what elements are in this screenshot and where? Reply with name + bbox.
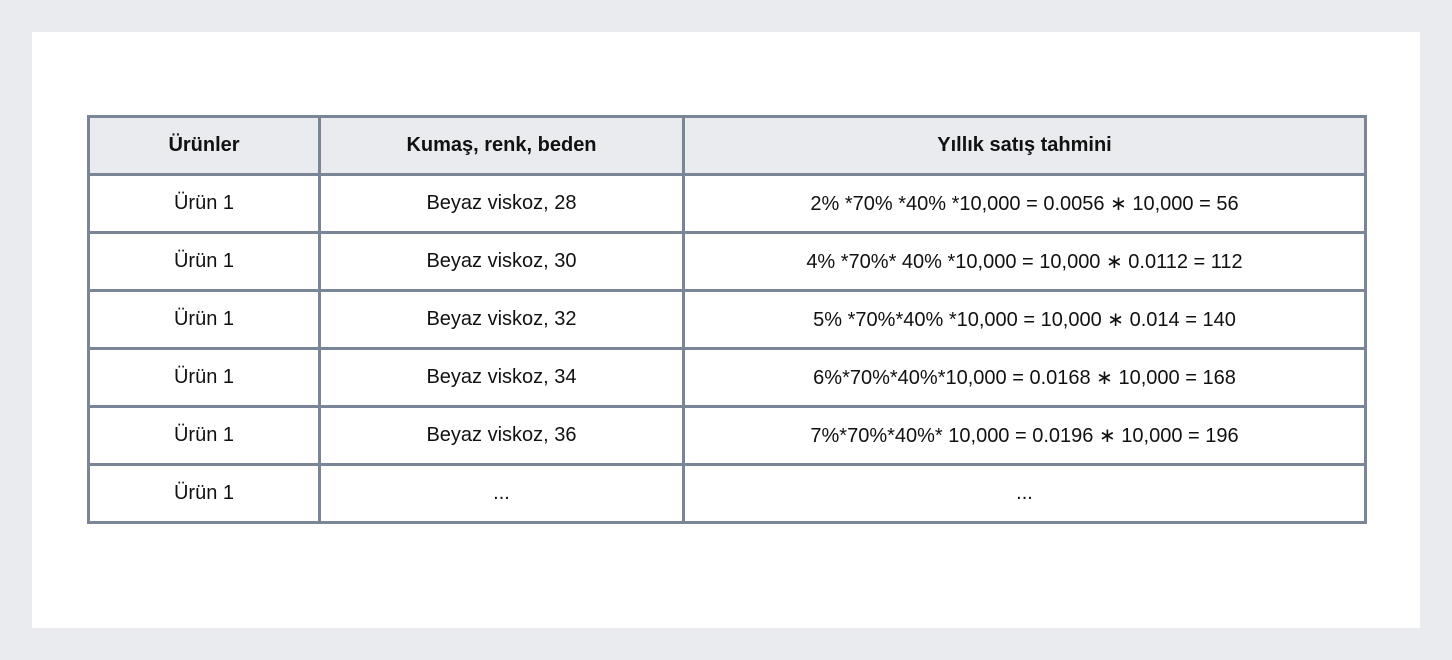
cell-sales-forecast: 5% *70%*40% *10,000 = 10,000 ∗ 0.014 = 140 bbox=[684, 291, 1366, 349]
table-row bbox=[89, 407, 1366, 465]
cell-fabric-color-size: Beyaz viskoz, 32 bbox=[320, 291, 684, 349]
sales-forecast-table bbox=[87, 115, 1367, 524]
cell-sales-forecast: ... bbox=[684, 465, 1366, 523]
cell-fabric-color-size: ... bbox=[320, 465, 684, 523]
table-row bbox=[89, 233, 1366, 291]
cell-fabric-color-size: Beyaz viskoz, 30 bbox=[320, 233, 684, 291]
table-row bbox=[89, 291, 1366, 349]
cell-sales-forecast: 7%*70%*40%* 10,000 = 0.0196 ∗ 10,000 = 196 bbox=[684, 407, 1366, 465]
table-header bbox=[89, 117, 1366, 175]
cell-sales-forecast: 2% *70% *40% *10,000 = 0.0056 ∗ 10,000 = 56 bbox=[684, 175, 1366, 233]
cell-product: Ürün 1 bbox=[89, 233, 320, 291]
cell-product: Ürün 1 bbox=[89, 175, 320, 233]
header-annual-sales-forecast: Yıllık satış tahmini bbox=[684, 117, 1366, 175]
cell-sales-forecast: 4% *70%* 40% *10,000 = 10,000 ∗ 0.0112 = 112 bbox=[684, 233, 1366, 291]
header-fabric-color-size: Kumaş, renk, beden bbox=[320, 117, 684, 175]
table-row bbox=[89, 465, 1366, 523]
cell-product: Ürün 1 bbox=[89, 407, 320, 465]
table-row bbox=[89, 175, 1366, 233]
table-body bbox=[89, 175, 1366, 523]
cell-product: Ürün 1 bbox=[89, 349, 320, 407]
content-card bbox=[32, 32, 1420, 628]
cell-product: Ürün 1 bbox=[89, 291, 320, 349]
cell-fabric-color-size: Beyaz viskoz, 36 bbox=[320, 407, 684, 465]
cell-fabric-color-size: Beyaz viskoz, 28 bbox=[320, 175, 684, 233]
header-row bbox=[89, 117, 1366, 175]
cell-sales-forecast: 6%*70%*40%*10,000 = 0.0168 ∗ 10,000 = 168 bbox=[684, 349, 1366, 407]
header-products: Ürünler bbox=[89, 117, 320, 175]
cell-product: Ürün 1 bbox=[89, 465, 320, 523]
cell-fabric-color-size: Beyaz viskoz, 34 bbox=[320, 349, 684, 407]
table-row bbox=[89, 349, 1366, 407]
